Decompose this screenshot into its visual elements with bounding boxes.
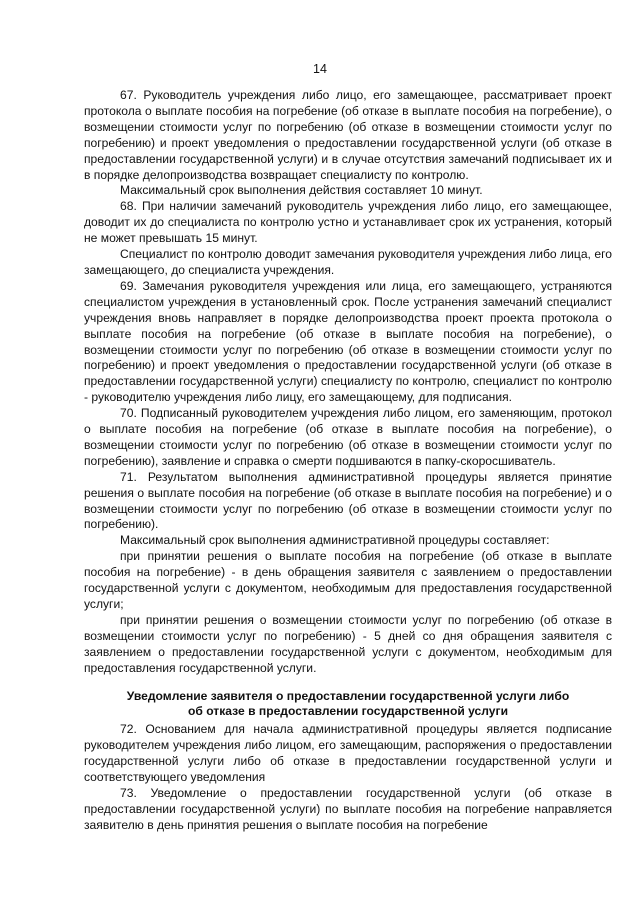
page-number: 14: [313, 62, 327, 76]
paragraph-71: 71. Результатом выполнения административной процедуры является принятие решения о выплате пособия на погребение (об отказе в выплате пособия на погребение) и о возмещении стоимости услуг по погребению (об отказе в возмещении стоимости услуг по погребению).: [84, 469, 612, 532]
paragraph-68-followup: Специалист по контролю доводит замечания руководителя учреждения либо лица, его замещающего, до специалиста учреждения.: [84, 247, 612, 277]
paragraph-71-deadline-intro: Максимальный срок выполнения административной процедуры составляет:: [120, 533, 550, 548]
paragraph-68: 68. При наличии замечаний руководитель учреждения либо лицо, его замещающее, доводит их до специалиста по контролю устно и устанавливает срок их устранения, который не может превышать 15 минут.: [84, 199, 612, 246]
paragraph-72: 72. Основанием для начала административной процедуры является подписание руководителем учреждения либо лицом, его замещающим, распоряжения о предоставлении государственной услуги либо об отказе в предоставлении государственной услуги и соответствующего уведомления: [84, 722, 612, 785]
paragraph-70: 70. Подписанный руководителем учреждения либо лицом, его заменяющим, протокол о выплате пособия на погребение (об отказе в выплате пособия на погребение), о возмещении стоимости услуг по погребению (об отказе в возмещении стоимости услуг по погребению), заявление и справка о смерти подшиваются в папку-скоросшиватель.: [84, 406, 612, 468]
section-heading-line-2: об отказе в предоставлении государственной услуги: [188, 704, 508, 719]
paragraph-69: 69. Замечания руководителя учреждения или лица, его замещающего, устраняются специалистом учреждения в установленный срок. После устранения замечаний специалист учреждения вновь направляет в порядке делопроизводства проект проекта протокола о выплате пособия на погребение (об отказе в выплате пособия на погребение), о возмещении стоимости услуг по погребению (об отказе в возмещении стоимости услуг по погребению) и проект уведомления о предоставлении государственной услуги (об отказе в предоставлении государственной услуги) специалисту по контролю, специалист по контролю - руководителю учреждения либо лицу, его замещающему, для подписания.: [84, 278, 612, 405]
paragraph-71-deadline-burial-allowance: при принятии решения о выплате пособия на погребение (об отказе в выплате пособия на погребение) - в день обращения заявителя с заявлением о предоставлении государственной услуги с документом, необходимым для предоставления государственной услуги;: [84, 549, 612, 611]
section-heading-line-1: Уведомление заявителя о предоставлении государственной услуги либо: [126, 688, 570, 703]
paragraph-71-deadline-reimbursement: при принятии решения о возмещении стоимости услуг по погребению (об отказе в возмещении стоимости услуг по погребению) - 5 дней со дня обращения заявителя с заявлением о предоставлении государственной услуги с документом, необходимым для предоставления государственной услуги.: [84, 612, 612, 675]
document-body: [84, 61, 612, 834]
section-heading: [84, 689, 612, 721]
paragraph-67-deadline: Максимальный срок выполнения действия составляет 10 минут.: [120, 183, 483, 198]
paragraph-73: 73. Уведомление о предоставлении государственной услуги (об отказе в предоставлении государственной услуги) по выплате пособия на погребение направляется заявителю в день принятия решения о выплате пособия на погребение: [84, 785, 612, 832]
paragraph-67: 67. Руководитель учреждения либо лицо, его замещающее, рассматривает проект протокола о выплате пособия на погребение (об отказе в выплате пособия на погребение), о возмещении стоимости услуг по погребению (об отказе в возмещении стоимости услуг по погребению) и проект уведомления о предоставлении государственной услуги (об отказе в предоставлении государственной услуги) и в случае отсутствия замечаний подписывает их и в порядке делопроизводства возвращает специалисту по контролю.: [84, 88, 612, 182]
